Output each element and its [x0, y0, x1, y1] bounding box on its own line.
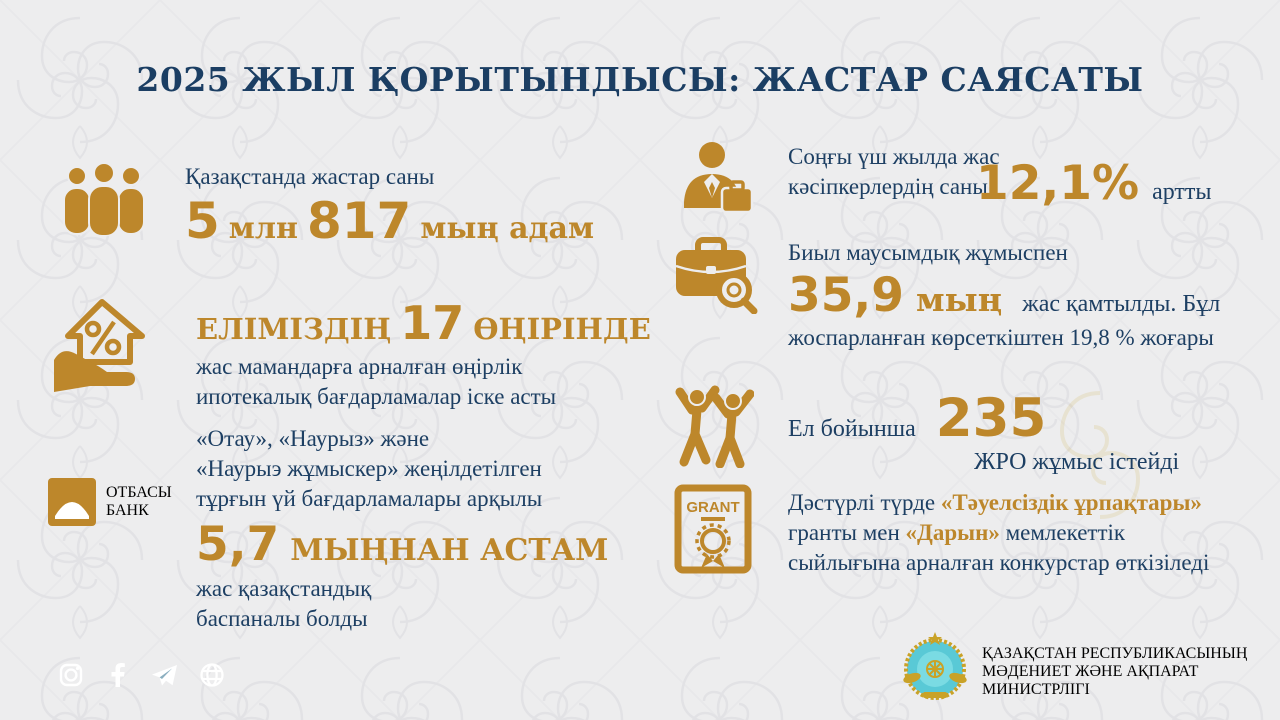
seasonal-line1: Биыл маусымдық жұмыспен: [788, 240, 1068, 265]
youth-count-label: Қазақстанда жастар саны: [185, 164, 435, 189]
youth-centers-num: 235: [935, 388, 1047, 449]
youth-count-unit1: млн: [228, 211, 298, 246]
otbasy-logo-mark: [48, 478, 96, 526]
housing-line3: тұрғын үй бағдарламалары арқылы: [196, 486, 543, 511]
grants-l1a: Дәстүрлі түрде: [788, 490, 941, 515]
grants-l2a: гранты мен: [788, 520, 906, 545]
instagram-button[interactable]: [52, 656, 90, 699]
housing-line1: «Отау», «Наурыз» және: [196, 426, 430, 451]
youth-centers-block: [788, 388, 1179, 477]
social-links: [52, 656, 231, 699]
regions-line1: жас мамандарға арналған өңірлік: [196, 354, 523, 379]
regions-num: 17: [400, 296, 465, 350]
seasonal-num: 35,9: [788, 268, 904, 323]
ministry-name: [982, 645, 1280, 699]
grants-line1: [788, 488, 1209, 518]
otbasy-bank-logo: [48, 478, 172, 526]
regions-head1: ЕЛІМІЗДІҢ: [196, 312, 392, 346]
people-group-icon: [58, 164, 150, 236]
grant-certificate-icon: [674, 484, 752, 574]
entrepreneurs-value: [976, 156, 1212, 211]
telegram-button[interactable]: [146, 656, 184, 699]
page-title: 2025 ЖЫЛ ҚОРЫТЫНДЫСЫ: ЖАСТАР САЯСАТЫ: [136, 60, 1144, 99]
ministry-line2: МӘДЕНИЕТ ЖӘНЕ АҚПАРАТ МИНИСТРЛІГІ: [982, 663, 1199, 698]
kazakhstan-emblem: [902, 632, 968, 702]
regions-heading: [196, 296, 651, 350]
regions-block: [196, 296, 651, 412]
seasonal-jobs-block: [788, 238, 1220, 353]
telegram-icon: [146, 656, 184, 694]
youth-centers-suffix: ЖРО жұмыс істейді: [974, 449, 1180, 475]
entrepreneurs-suffix: артты: [1152, 179, 1212, 205]
instagram-icon: [52, 656, 90, 694]
grants-line3: сыйлығына арналған конкурстар өткізіледі: [788, 550, 1210, 575]
housing-value: [196, 517, 608, 572]
youth-centers-label: Ел бойынша: [788, 416, 916, 442]
youth-count-num1: 5: [185, 192, 220, 250]
facebook-icon: [99, 656, 137, 694]
regions-head2: ӨҢІРІНДЕ: [473, 312, 651, 346]
entrepreneurs-line1: Соңғы үш жылда жас: [788, 144, 1000, 169]
grants-l2c: мемлекеттік: [999, 520, 1126, 545]
otbasy-name: ОТБАСЫ: [106, 484, 172, 501]
otbasy-bank-word: БАНК: [106, 502, 149, 519]
seasonal-inline: жас қамтылды. Бұл: [1022, 291, 1221, 317]
grants-block: [788, 488, 1209, 578]
entrepreneurs-num: 12,1%: [976, 156, 1140, 211]
youth-count-num2: 817: [306, 192, 412, 250]
house-in-hand-icon: [50, 296, 154, 394]
youth-count-unit2: мың адам: [420, 211, 595, 246]
ministry-line1: ҚАЗАҚСТАН РЕСПУБЛИКАСЫНЫҢ: [982, 645, 1248, 662]
housing-tail1: жас қазақстандық: [196, 576, 372, 601]
grants-l2b: «Дарын»: [905, 520, 1000, 545]
regions-line2: ипотекалық бағдарламалар іске асты: [196, 384, 557, 409]
youth-count-block: [185, 162, 594, 250]
grant-badge-text: GRANT: [686, 499, 740, 516]
housing-block: [196, 424, 608, 634]
youth-count-value: [185, 192, 594, 250]
seasonal-unit: мың: [915, 280, 1003, 319]
businessman-briefcase-icon: [678, 140, 756, 220]
celebrating-people-icon: [672, 384, 754, 468]
housing-tail2: баспаналы болды: [196, 606, 368, 631]
grants-l1b: «Тәуелсіздік ұрпақтары»: [940, 490, 1202, 515]
housing-num: 5,7: [196, 517, 280, 572]
website-button[interactable]: [193, 656, 231, 699]
housing-line2: «Наурыэ жұмыскер» жеңілдетілген: [196, 456, 542, 481]
grants-line2: [788, 518, 1209, 548]
youth-centers-value: [788, 388, 1179, 449]
entrepreneurs-line2: кәсіпкерлердің саны: [788, 174, 988, 199]
briefcase-magnifier-icon: [672, 232, 758, 314]
seasonal-line3: жоспарланған көрсеткіштен 19,8 % жоғары: [788, 325, 1214, 350]
otbasy-logo-text: [106, 484, 172, 520]
facebook-button[interactable]: [99, 656, 137, 699]
globe-icon: [193, 656, 231, 694]
housing-caps: МЫҢНАН АСТАМ: [290, 533, 609, 568]
entrepreneurs-block: [788, 142, 1000, 202]
seasonal-value: [788, 268, 1220, 323]
